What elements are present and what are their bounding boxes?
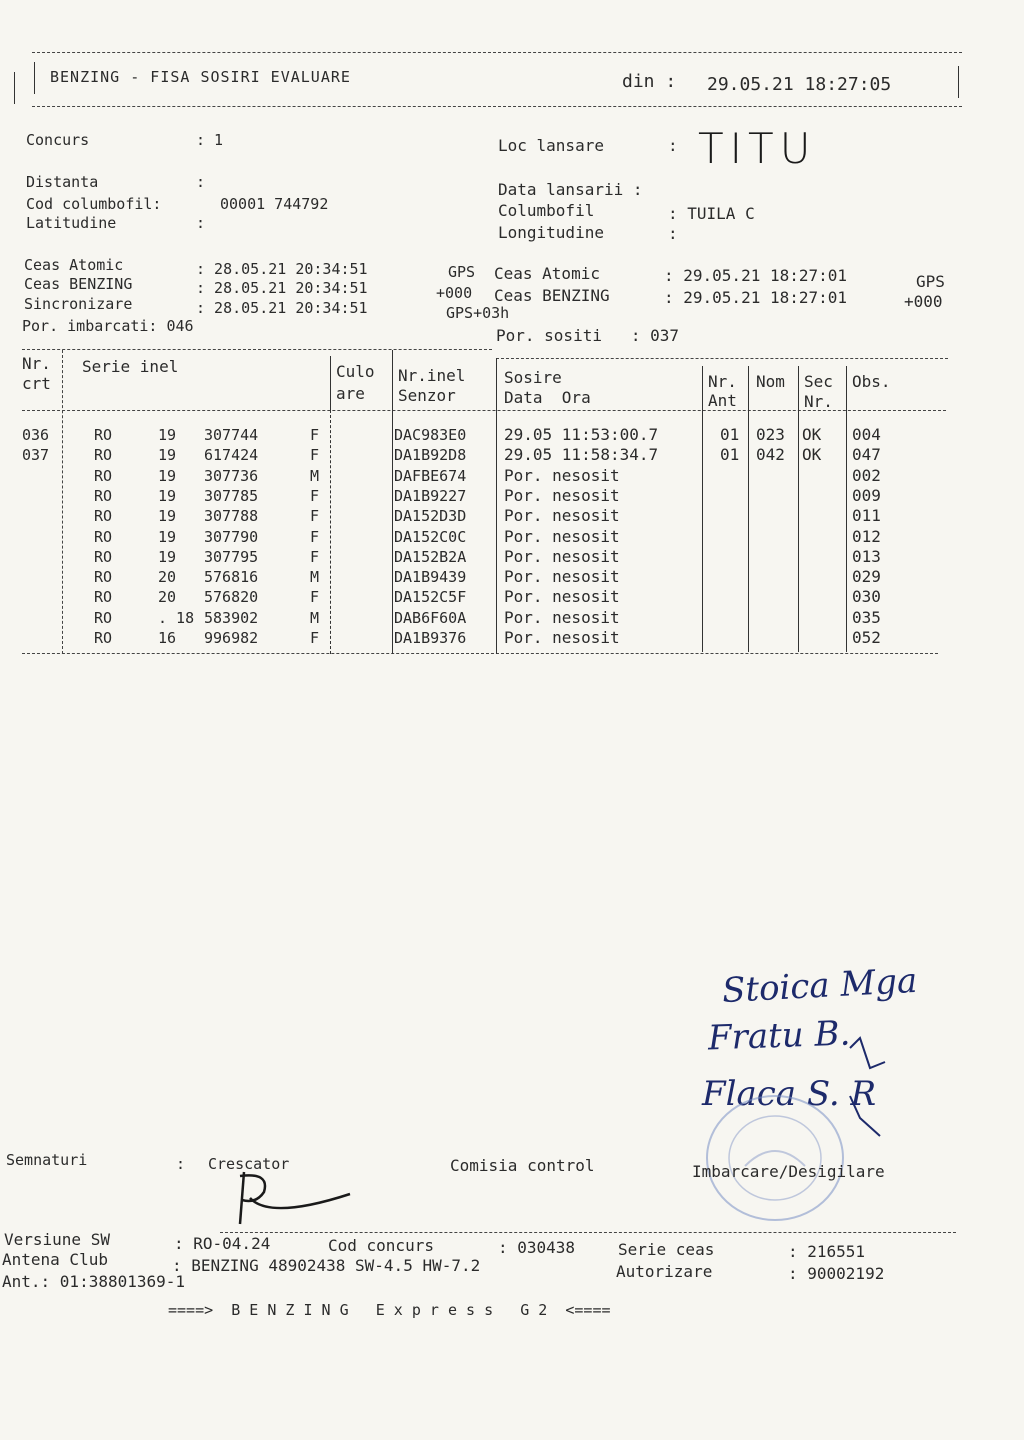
- col-header-nr-crt-2: crt: [22, 374, 51, 393]
- cod-concurs-value: : 030438: [498, 1238, 576, 1257]
- cell-country: RO: [94, 466, 113, 485]
- cell-year: 19: [158, 486, 177, 505]
- por-sositi: Por. sositi : 037: [496, 326, 680, 345]
- cell-sec: OK: [802, 445, 822, 465]
- signature-1: Stoica Mga: [721, 960, 919, 1012]
- cell-year: 19: [158, 446, 177, 465]
- antena-label: Antena Club: [2, 1250, 108, 1269]
- cell-sex: F: [310, 588, 320, 607]
- cell-arrival: Por. nesosit: [504, 567, 620, 587]
- columbofil-label: Columbofil: [498, 201, 595, 220]
- comisia-label: Comisia control: [450, 1156, 595, 1175]
- concurs-label: Concurs: [26, 131, 90, 149]
- por-imbarcati: Por. imbarcati: 046: [22, 317, 194, 335]
- cell-sex: F: [310, 426, 320, 444]
- longitudine-label: Longitudine: [498, 223, 604, 242]
- cell-sex: F: [310, 486, 320, 505]
- cell-ring: 617424: [204, 446, 259, 465]
- cell-arrival: Por. nesosit: [504, 465, 620, 485]
- cell-nom: 042: [756, 445, 785, 465]
- cell-sex: F: [310, 547, 320, 566]
- ant-line: Ant.: 01:38801369-1: [2, 1272, 186, 1291]
- clock-suffix: GPS: [916, 272, 945, 291]
- cell-country: RO: [94, 527, 113, 546]
- cell-sex: F: [310, 446, 320, 465]
- cell-arrival: 29.05 11:53:00.7: [504, 425, 659, 444]
- serie-ceas-value: : 216551: [788, 1242, 866, 1261]
- col-header-nom: Nom: [756, 372, 785, 391]
- cell-obs: 047: [852, 445, 881, 465]
- cell-year: . 18: [158, 608, 195, 627]
- autorizare-label: Autorizare: [616, 1262, 713, 1281]
- cell-ring: 576820: [204, 588, 259, 607]
- clock-suffix: GPS+03h: [446, 304, 510, 322]
- cell-arrival: Por. nesosit: [504, 546, 620, 566]
- cell-ring: 307736: [204, 466, 259, 485]
- col-header-nr-inel: Nr.inel: [398, 366, 466, 385]
- cell-arrival: Por. nesosit: [504, 628, 620, 647]
- clock-suffix: GPS: [448, 263, 476, 281]
- col-header-sec: Sec: [804, 372, 833, 391]
- distanta-label: Distanta: [26, 173, 99, 191]
- col-header-nr-crt: Nr.: [22, 354, 51, 373]
- latitudine-value: :: [196, 214, 206, 232]
- cell-country: RO: [94, 486, 113, 505]
- cell-ring: 576816: [204, 568, 259, 587]
- cell-country: RO: [94, 588, 113, 607]
- cell-ring: 307788: [204, 507, 259, 526]
- cell-year: 20: [158, 568, 177, 587]
- semnaturi-sep: :: [176, 1155, 186, 1173]
- cell-ring: 996982: [204, 629, 259, 647]
- clock-label: Ceas BENZING: [24, 275, 133, 293]
- clock-value: : 29.05.21 18:27:01: [664, 266, 848, 285]
- loc-lansare-value: TITU: [698, 124, 817, 173]
- cell-obs: 011: [852, 506, 881, 526]
- columbofil-value: : TUILA C: [668, 204, 755, 223]
- cell-arrival: Por. nesosit: [504, 506, 620, 526]
- signature-3: Flaca S. R: [702, 1074, 877, 1114]
- cell-sensor: DA1B9376: [394, 629, 467, 647]
- cell-sensor: DAB6F60A: [394, 608, 467, 627]
- cell-obs: 029: [852, 567, 881, 587]
- cell-sex: F: [310, 507, 320, 526]
- serie-ceas-label: Serie ceas: [618, 1240, 715, 1259]
- cell-nr-crt: 036: [22, 426, 50, 444]
- cell-arrival: Por. nesosit: [504, 607, 620, 627]
- cell-nom: 023: [756, 425, 785, 444]
- clock-label: Ceas Atomic: [494, 264, 600, 283]
- crescator-signature: [230, 1168, 370, 1228]
- cell-obs: 013: [852, 546, 881, 566]
- cell-sensor: DA152B2A: [394, 547, 467, 566]
- clock-value: : 28.05.21 20:34:51: [196, 299, 368, 317]
- cod-concurs-label: Cod concurs: [328, 1236, 434, 1255]
- cell-obs: 035: [852, 607, 881, 627]
- cell-sensor: DAFBE674: [394, 466, 467, 485]
- concurs-value: : 1: [196, 131, 224, 149]
- col-header-nr-ant: Nr.: [708, 372, 737, 391]
- signature-2: Fratu B.: [707, 1013, 851, 1059]
- clock-suffix: +000: [436, 284, 473, 302]
- cell-sensor: DA152C5F: [394, 588, 467, 607]
- cell-sensor: DA1B9227: [394, 486, 467, 505]
- col-header-culoare: Culo: [336, 362, 375, 381]
- cell-obs: 030: [852, 587, 881, 607]
- loc-lansare-label: Loc lansare: [498, 136, 604, 155]
- cell-year: 19: [158, 466, 177, 485]
- cell-country: RO: [94, 629, 113, 647]
- clock-suffix: +000: [904, 292, 943, 311]
- cell-arrival: Por. nesosit: [504, 587, 620, 607]
- cell-ring: 307795: [204, 547, 259, 566]
- cell-nr-crt: 037: [22, 446, 50, 465]
- col-header-obs: Obs.: [852, 372, 891, 391]
- cell-obs: 052: [852, 628, 881, 647]
- cell-sex: M: [310, 608, 320, 627]
- cell-sex: M: [310, 466, 320, 485]
- cell-sex: M: [310, 568, 320, 587]
- cell-country: RO: [94, 568, 113, 587]
- cell-country: RO: [94, 426, 113, 444]
- cell-obs: 004: [852, 425, 881, 444]
- cell-year: 19: [158, 507, 177, 526]
- report-title: BENZING - FISA SOSIRI EVALUARE: [50, 68, 351, 86]
- clock-label: Ceas BENZING: [494, 286, 610, 305]
- loc-lansare-sep: :: [668, 136, 678, 155]
- cell-sensor: DA152D3D: [394, 507, 467, 526]
- cell-country: RO: [94, 547, 113, 566]
- semnaturi-label: Semnaturi: [6, 1151, 88, 1169]
- versiune-value: : RO-04.24: [174, 1234, 271, 1253]
- cell-sensor: DA152C0C: [394, 527, 467, 546]
- col-header-serie: Serie inel: [82, 357, 179, 376]
- col-header-data-ora: Data Ora: [504, 388, 591, 407]
- clock-value: : 29.05.21 18:27:01: [664, 288, 848, 307]
- cell-sensor: DA1B9439: [394, 568, 467, 587]
- col-header-ant: Ant: [708, 391, 737, 410]
- cell-country: RO: [94, 608, 113, 627]
- cell-ring: 307790: [204, 527, 259, 546]
- imbarcare-label: Imbarcare/Desigilare: [692, 1162, 885, 1181]
- cell-arrival: Por. nesosit: [504, 526, 620, 546]
- cell-sensor: DA1B92D8: [394, 446, 467, 465]
- cell-ring: 583902: [204, 608, 259, 627]
- col-header-sosire: Sosire: [504, 368, 562, 387]
- clock-label: Ceas Atomic: [24, 256, 124, 274]
- cell-ant: 01: [720, 425, 740, 444]
- cod-columbofil-value: 00001 744792: [220, 195, 329, 213]
- cell-year: 19: [158, 527, 177, 546]
- data-lansarii-label: Data lansarii :: [498, 180, 643, 199]
- crescator-label: Crescator: [208, 1155, 290, 1173]
- cell-year: 19: [158, 547, 177, 566]
- cod-columbofil-label: Cod columbofil:: [26, 195, 162, 213]
- col-header-senzor: Senzor: [398, 386, 456, 405]
- brand-banner: ====> B E N Z I N G E x p r e s s G 2 <====: [168, 1301, 611, 1319]
- versiune-label: Versiune SW: [4, 1230, 110, 1249]
- cell-obs: 009: [852, 485, 881, 505]
- cell-obs: 002: [852, 465, 881, 485]
- cell-ring: 307744: [204, 426, 259, 444]
- cell-arrival: 29.05 11:58:34.7: [504, 445, 659, 465]
- cell-ant: 01: [720, 445, 740, 465]
- cell-year: 16: [158, 629, 177, 647]
- clock-label: Sincronizare: [24, 295, 133, 313]
- cell-obs: 012: [852, 526, 881, 546]
- report-date: 29.05.21 18:27:05: [707, 74, 892, 95]
- cell-country: RO: [94, 507, 113, 526]
- pen-stroke: [710, 1018, 930, 1138]
- clock-value: : 28.05.21 20:34:51: [196, 260, 368, 278]
- col-header-culoare-2: are: [336, 384, 365, 403]
- distanta-value: :: [196, 173, 206, 191]
- cell-year: 20: [158, 588, 177, 607]
- cell-year: 19: [158, 426, 177, 444]
- cell-country: RO: [94, 446, 113, 465]
- cell-arrival: Por. nesosit: [504, 485, 620, 505]
- col-header-sec-nr: Nr.: [804, 392, 833, 411]
- cell-sex: F: [310, 527, 320, 546]
- longitudine-value: :: [668, 224, 678, 243]
- cell-sec: OK: [802, 425, 822, 444]
- clock-value: : 28.05.21 20:34:51: [196, 279, 368, 297]
- cell-sex: F: [310, 629, 320, 647]
- antena-value: : BENZING 48902438 SW-4.5 HW-7.2: [172, 1256, 481, 1275]
- cell-sensor: DAC983E0: [394, 426, 467, 444]
- latitudine-label: Latitudine: [26, 214, 117, 232]
- autorizare-value: : 90002192: [788, 1264, 885, 1283]
- cell-ring: 307785: [204, 486, 259, 505]
- report-date-label: din :: [622, 71, 677, 92]
